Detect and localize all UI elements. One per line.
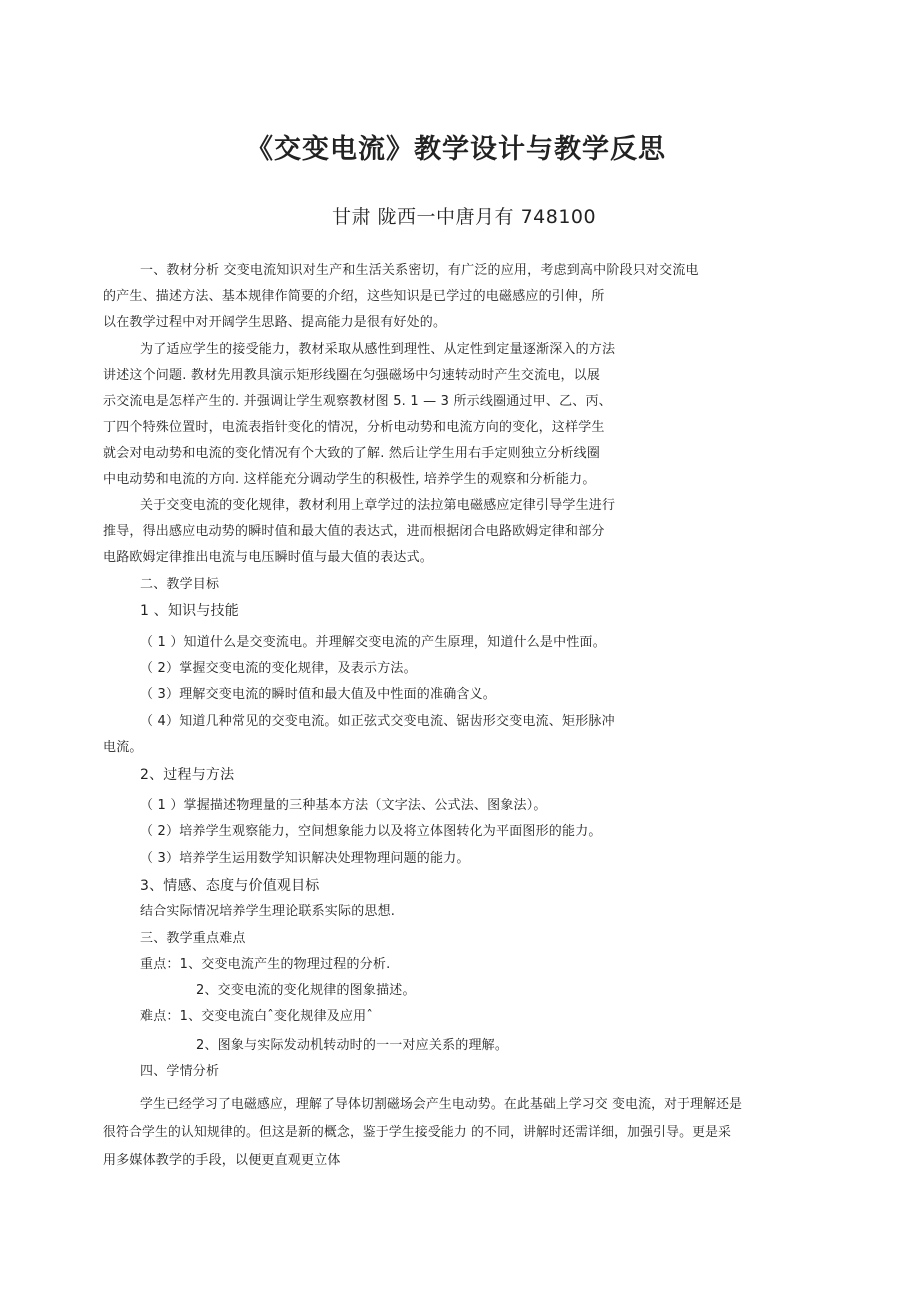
sub1-item-2: （ 2）掌握交变电流的变化规律，及表示方法。: [140, 661, 417, 676]
section2-sub1: 1 、知识与技能: [140, 603, 239, 619]
document-title: 《交变电流》教学设计与教学反思: [246, 134, 666, 165]
section1-line-2: 的产生、描述方法、基本规律作简要的介绍，这些知识是已学过的电磁感应的引伸，所: [103, 289, 605, 304]
sub2-item-1: （ 1 ）掌握描述物理量的三种基本方法（文字法、公式法、图象法）。: [140, 798, 547, 813]
sub1-item-4-cont: 电流。: [103, 740, 143, 755]
section2-sub2: 2、过程与方法: [140, 767, 235, 783]
section1-line-3: 以在教学过程中对开阔学生思路、提高能力是很有好处的。: [103, 315, 447, 330]
difficulty-1: 难点：1、交变电流白ˆ变化规律及应用ˆ: [140, 1009, 374, 1024]
sub1-item-3: （ 3）理解交变电流的瞬时值和最大值及中性面的准确含义。: [140, 687, 497, 702]
section4-heading: 四、学情分析: [140, 1064, 220, 1079]
difficulty-2: 2、图象与实际发动机转动时的一一对应关系的理解。: [196, 1038, 509, 1053]
section2-heading: 二、教学目标: [140, 577, 220, 592]
para2-line-5: 就会对电动势和电流的变化情况有个大致的了解. 然后让学生用右手定则独立分析线圈: [103, 446, 601, 461]
section2-sub3: 3、情感、态度与价值观目标: [140, 878, 320, 894]
para3-line-2: 推导，得出感应电动势的瞬时值和最大值的表达式，进而根据闭合电路欧姆定律和部分: [103, 524, 605, 539]
para2-line-4: 丁四个特殊位置时，电流表指针变化的情况，分析电动势和电流方向的变化，这样学生: [103, 420, 605, 435]
section4-line-2: 很符合学生的认知规律的。但这是新的概念，鉴于学生接受能力 的不同，讲解时还需详细，加强引导。更是采: [103, 1125, 732, 1140]
section4-line-1: 学生已经学习了电磁感应，理解了导体切割磁场会产生电动势。在此基础上学习交 变电流，对于理解还是: [140, 1097, 743, 1112]
para2-line-3: 示交流电是怎样产生的. 并强调让学生观察教材图 5. 1 — 3 所示线圈通过甲、乙、丙、: [103, 394, 612, 409]
para2-line-2: 讲述这个问题. 教材先用教具演示矩形线圈在匀强磁场中匀速转动时产生交流电，以展: [103, 368, 601, 383]
key-point-1: 重点：1、交变电流产生的物理过程的分析.: [140, 957, 391, 972]
sub2-item-2: （ 2）培养学生观察能力，空间想象能力以及将立体图转化为平面图形的能力。: [140, 824, 602, 839]
key-point-2: 2、交变电流的变化规律的图象描述。: [196, 983, 416, 998]
sub1-item-1: （ 1 ）知道什么是交变流电。并理解交变电流的产生原理，知道什么是中性面。: [140, 635, 606, 650]
section3-heading: 三、教学重点难点: [140, 931, 246, 946]
para3-line-3: 电路欧姆定律推出电流与电压瞬时值与最大值的表达式。: [103, 550, 434, 565]
section1-line-1: 一、教材分析 交变电流知识对生产和生活关系密切，有广泛的应用，考虑到高中阶段只对交流电: [140, 263, 699, 278]
section4-line-3: 用多媒体教学的手段，以便更直观更立体: [103, 1153, 341, 1168]
para2-line-6: 中电动势和电流的方向. 这样能充分调动学生的积极性, 培养学生的观察和分析能力。: [103, 472, 596, 487]
para3-line-1: 关于交变电流的变化规律，教材利用上章学过的法拉第电磁感应定律引导学生进行: [140, 498, 616, 513]
sub1-item-4: （ 4）知道几种常见的交变电流。如正弦式交变电流、锯齿形交变电流、矩形脉冲: [140, 714, 615, 729]
sub2-item-3: （ 3）培养学生运用数学知识解决处理物理问题的能力。: [140, 851, 470, 866]
sub3-text: 结合实际情况培养学生理论联系实际的思想.: [140, 904, 396, 919]
para2-line-1: 为了适应学生的接受能力，教材采取从感性到理性、从定性到定量逐渐深入的方法: [140, 342, 616, 357]
author-line: 甘肃 陇西一中唐月有 748100: [332, 206, 597, 228]
